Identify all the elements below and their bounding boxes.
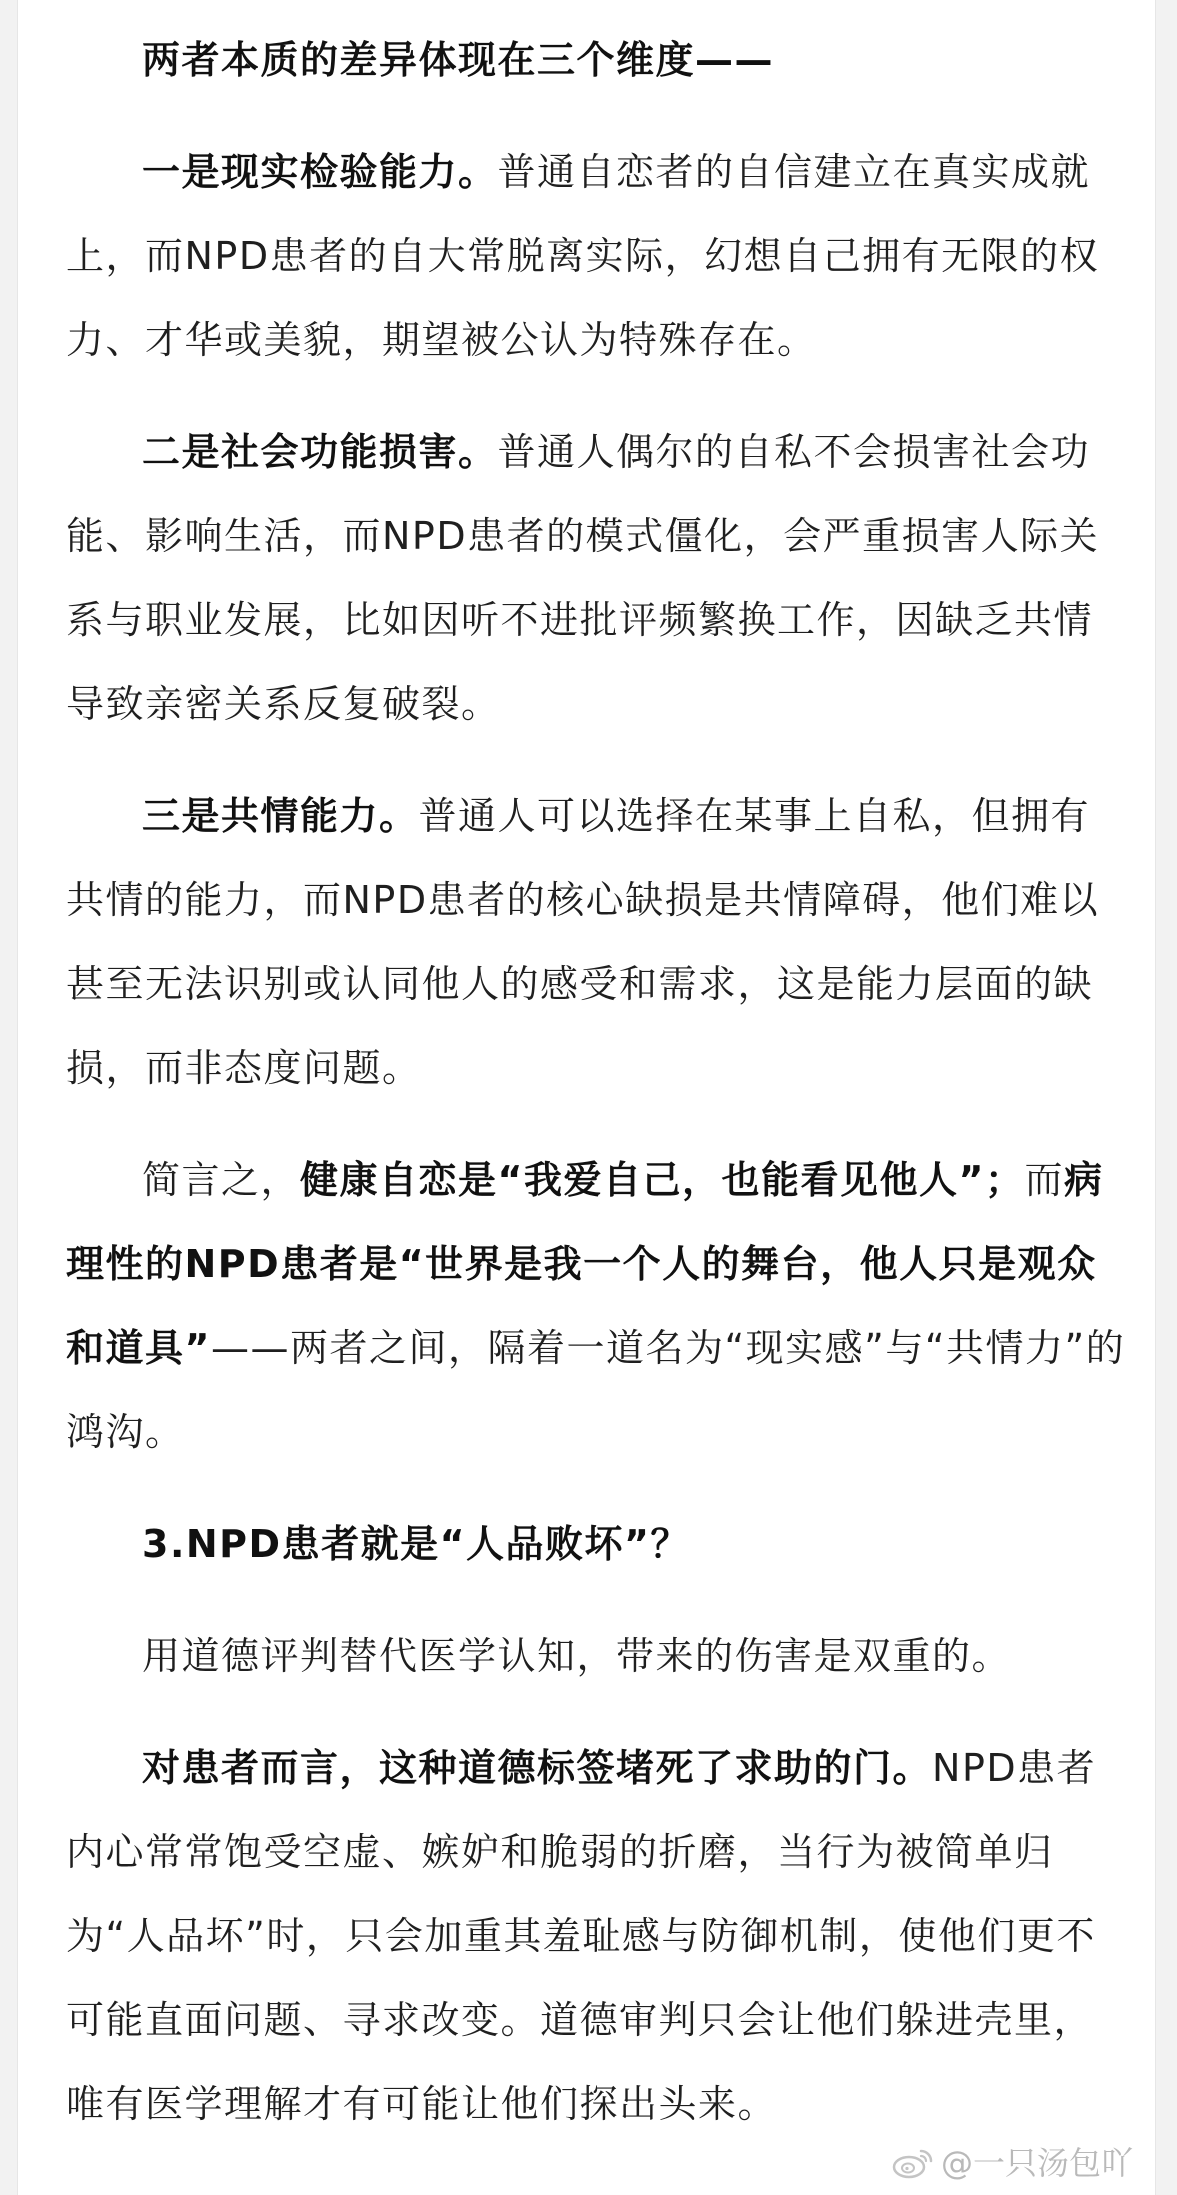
paragraph-dimensions-intro (66, 18, 1126, 102)
body-text: ——两者之间，隔着一道名为“现实感”与“共情力”的鸿沟。 (66, 1326, 1126, 1454)
emphasis-text: 一是现实检验能力。 (142, 150, 498, 194)
paragraph-social-function (66, 410, 1126, 746)
emphasis-text: 对患者而言，这种道德标签堵死了求助的门。 (142, 1746, 933, 1790)
article-page (18, 0, 1155, 2195)
section-heading-moral-failing (66, 1502, 1126, 1586)
paragraph-double-harm (66, 1614, 1126, 1698)
paragraph-summary (66, 1138, 1126, 1474)
emphasis-text: 两者本质的差异体现在三个维度—— (142, 38, 775, 82)
emphasis-text: 3.NPD患者就是“人品败坏”？ (142, 1522, 691, 1566)
body-text: 用道德评判替代医学认知，带来的伤害是双重的。 (142, 1634, 1012, 1678)
watermark-text: @一只汤包吖 (940, 2144, 1133, 2182)
emphasis-text: 病理性的NPD患者是“世界是我一个人的舞台，他人只是观众和道具” (66, 1158, 1104, 1370)
emphasis-text: 三是共情能力。 (142, 794, 419, 838)
body-text: 而 (1024, 1158, 1064, 1202)
body-text: NPD患者内心常常饱受空虚、嫉妒和脆弱的折磨，当行为被简单归为“人品坏”时，只会加重其羞耻感与防御机制，使他们更不可能直面问题、寻求改变。道德审判只会让他们躲进壳里，唯有医学理解才有可能让他们探出头来。 (66, 1746, 1097, 2126)
article-body (66, 18, 1126, 2146)
paragraph-empathy (66, 774, 1126, 1110)
paragraph-reality-testing (66, 130, 1126, 382)
body-text: 普通人可以选择在某事上自私，但拥有共情的能力，而NPD患者的核心缺损是共情障碍，他们难以甚至无法识别或认同他人的感受和需求，这是能力层面的缺损，而非态度问题。 (66, 794, 1100, 1090)
weibo-icon (891, 2145, 935, 2181)
body-text: 普通人偶尔的自私不会损害社会功能、影响生活，而NPD患者的模式僵化，会严重损害人际关系与职业发展，比如因听不进批评频繁换工作，因缺乏共情导致亲密关系反复破裂。 (66, 430, 1100, 726)
emphasis-text: 二是社会功能损害。 (142, 430, 498, 474)
paragraph-patient-impact (66, 1726, 1126, 2146)
body-text: 简言之， (142, 1158, 301, 1202)
watermark (891, 2143, 1133, 2183)
body-text: 普通自恋者的自信建立在真实成就上，而NPD患者的自大常脱离实际，幻想自己拥有无限的权力、才华或美貌，期望被公认为特殊存在。 (66, 150, 1100, 362)
emphasis-text: 健康自恋是“我爱自己，也能看见他人”； (300, 1158, 1025, 1202)
